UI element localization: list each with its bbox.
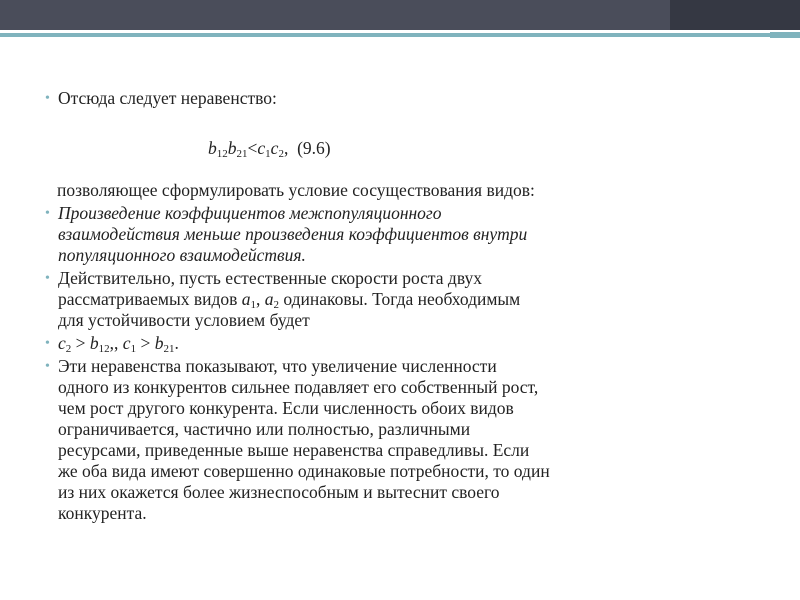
cond-c2: c <box>58 333 66 353</box>
growth-line-2 <box>58 289 748 310</box>
cond-b21: b <box>154 333 164 353</box>
conclusion-line-3: чем рост другого конкурента. Если численность обоих видов <box>58 398 514 418</box>
conclusion-line-1: • Эти неравенства показывают, что увеличение численности <box>58 356 497 376</box>
conclusion-line-4: ограничивается, частично или полностью, различными <box>58 419 471 439</box>
bullet-stability-condition <box>58 333 748 354</box>
formula-c1: c <box>257 138 266 158</box>
formula-sub-2: 2 <box>278 148 284 160</box>
top-decor-band-dark <box>670 0 800 30</box>
slide-body <box>58 88 748 524</box>
conclusion-line-6: же оба вида имеют совершенно одинаковые потребности, то один <box>58 461 550 481</box>
formula-b2: b <box>227 138 237 158</box>
top-decor-band <box>0 0 800 30</box>
growth-a2: a <box>264 289 274 309</box>
formula-9-6 <box>58 138 748 159</box>
accent-line <box>0 33 800 37</box>
condition-intro-text: позволяющее сформулировать условие сосуществования видов: <box>57 180 535 200</box>
conclusion-line-7: из них окажется более жизнеспособным и вытеснит своего <box>58 482 500 502</box>
formula-sub-12: 12 <box>216 148 228 160</box>
cond-gt-2: > <box>136 333 155 353</box>
conclusion-line-5: ресурсами, приведенные выше неравенства справедливы. Если <box>58 440 530 460</box>
coexistence-line-1: • Произведение коэффициентов межпопуляционного <box>58 203 442 223</box>
growth-line-2-post: одинаковы. Тогда необходимым <box>279 289 521 309</box>
growth-sub-1: 1 <box>250 299 256 311</box>
cond-b12: b <box>89 333 99 353</box>
intro-text: Отсюда следует неравенство: <box>58 88 277 108</box>
cond-c1: c <box>122 333 131 353</box>
cond-sub-2: 2 <box>65 343 72 355</box>
growth-line-3: для устойчивости условием будет <box>58 310 310 330</box>
growth-line-1: • Действительно, пусть естественные скорости роста двух <box>58 268 482 288</box>
cond-gt-1: > <box>71 333 90 353</box>
formula-b1: b <box>208 138 217 158</box>
bullet-growth-rates <box>58 268 748 331</box>
formula-lt: < <box>247 138 258 158</box>
cond-mid: ,, <box>109 333 123 353</box>
formula-sub-1: 1 <box>265 148 271 160</box>
bullet-coexistence <box>58 203 748 266</box>
growth-a1: a <box>241 289 251 309</box>
growth-sub-2: 2 <box>273 299 279 311</box>
formula-comma: , <box>283 138 289 158</box>
conclusion-line-8: конкурента. <box>58 503 147 523</box>
coexistence-line-2: взаимодействия меньше произведения коэффициентов внутри <box>58 224 528 244</box>
coexistence-line-3: популяционного взаимодействия. <box>58 245 306 265</box>
formula-number: (9.6) <box>297 138 331 158</box>
cond-sub-21: 21 <box>163 343 175 355</box>
growth-sep: , <box>256 289 265 309</box>
cond-end: . <box>174 333 179 353</box>
formula-sub-21: 21 <box>236 148 248 160</box>
bullet-intro <box>58 88 748 109</box>
conclusion-line-2: одного из конкурентов сильнее подавляет его собственный рост, <box>58 377 539 397</box>
cond-sub-12: 12 <box>98 343 110 355</box>
growth-line-2-pre: рассматриваемых видов <box>58 289 242 309</box>
accent-line-tail <box>770 32 800 38</box>
bullet-conclusion <box>58 356 748 524</box>
formula-c2: c <box>270 138 279 158</box>
cond-sub-1: 1 <box>130 343 137 355</box>
condition-intro <box>57 180 748 201</box>
